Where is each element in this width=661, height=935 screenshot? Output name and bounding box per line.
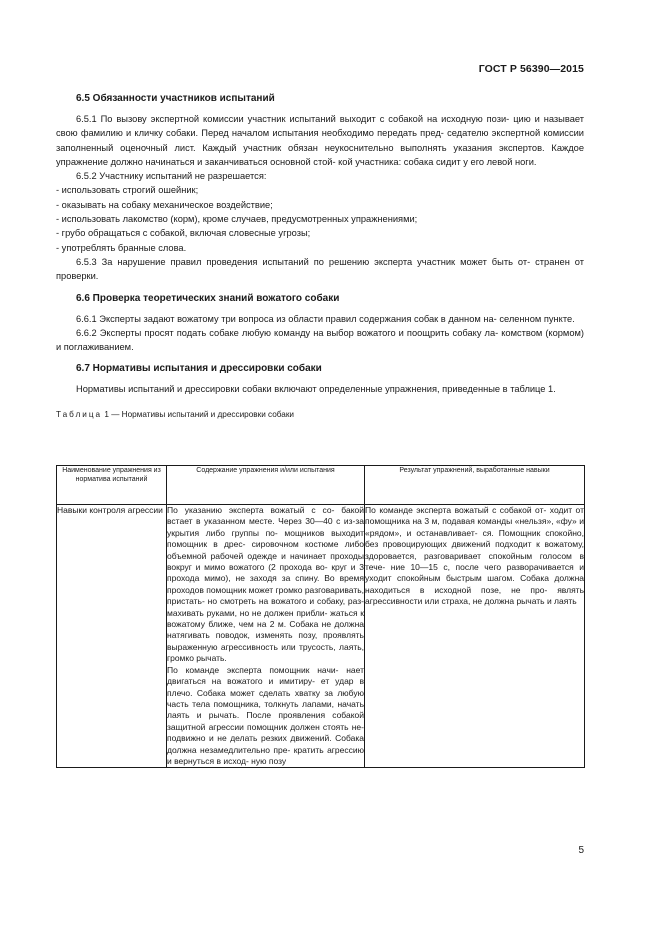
norms-table	[56, 465, 585, 768]
table-header-row	[57, 466, 585, 505]
list-item: - использовать лакомство (корм), кроме случаев, предусмотренных упражнениями;	[56, 214, 418, 225]
cell-exercise-name	[57, 505, 167, 768]
paragraph-6-6-1: 6.6.1 Эксперты задают вожатому три вопроса из области правил содержания собак в данном на- селенном пункте.	[76, 313, 575, 324]
section-title-6-6: 6.6 Проверка теоретических знаний вожатого собаки	[76, 292, 340, 304]
paragraph-6-5-1: 6.5.1 По вызову экспертной комиссии участник испытаний выходит с собакой на исходную пози- цию и называет свою фамилию и кличку собаки. Перед началом испытания необходимо передать пред- седателю экспертной комиссии заполненный оценочный лист. Каждый участник обязан неукоснительно выполнять указания экспертов. Каждое упражнение должно начинаться и заканчиваться основной стой- кой участника: собака сидит у его левой ноги.	[56, 114, 584, 167]
result-text: По команде эксперта вожатый с собакой от- ходит от помощника на 3 м, подавая команды «нельзя», «фу» и «рядом», и останавливает- ся. Помощник спокойно, без провоцирующих движений подходит к вожатому, здоровается, разговаривает спокойным голосом в тече- ние 10—15 с, после чего разворачивается и уходит спокойным быстрым шагом. Собака должна находиться в исходной позе, не про- являть агрессивности или страха, не должна рычать и лаять	[365, 505, 584, 607]
standard-code: ГОСТ Р 56390—2015	[478, 63, 584, 75]
table-row	[57, 505, 585, 768]
content-paragraph: По указанию эксперта вожатый с со- бакой встает в указанном месте. Через 30—40 с из-за укрытия либо группы по- мощников выходит помощник в дрес- сировочном костюме либо объемной рабочей одежде и начинает проходы вокруг и мимо вожатого (2 прохода во- круг и 3 прохода мимо), не заходя за спину. Во время проходов помощник может громко разговаривать, пристать- но смотреть на вожатого и собаку, раз- махивать руками, но не должен прибли- жаться к вожатому ближе, чем на 2 м. Собака не должна натягивать поводок, изменять позу, проявлять выраженную агрессивность или трусость, лаять, громко рычать.	[167, 505, 364, 664]
column-header-content: Содержание упражнения и/или испытания	[167, 466, 365, 505]
list-item: - использовать строгий ошейник;	[56, 185, 199, 196]
content-paragraph: По команде эксперта помощник начи- нает двигаться на вожатого и имитиру- ет удар в плечо. Собака может сделать хватку за любую часть тела помощника, толкнуть лапами, начать лаять и рычать. После проявления собакой защитной агрессии помощник должен стоять не- подвижно и не делать резких движений. Собака должна незамедлительно пре- кратить агрессию и вернуться в исход- ную позу	[167, 664, 364, 766]
paragraph-6-6-2: 6.6.2 Эксперты просят подать собаке любую команду на выбор вожатого и поощрить собаку ла- комством (кормом) и поглаживанием.	[56, 327, 584, 353]
table-caption	[56, 410, 584, 419]
list-item: - оказывать на собаку механическое воздействие;	[56, 199, 273, 210]
section-title-6-7: 6.7 Нормативы испытания и дрессировки собаки	[76, 363, 322, 375]
list-item: - грубо обращаться с собакой, включая словесные угрозы;	[56, 228, 311, 239]
cell-exercise-content	[167, 505, 365, 768]
section-title-6-5: 6.5 Обязанности участников испытаний	[76, 93, 275, 104]
table-caption-text: 1 — Нормативы испытаний и дрессировки собаки	[102, 409, 294, 419]
page-content	[56, 92, 584, 427]
paragraph-6-5-2: 6.5.2 Участнику испытаний не разрешается:	[76, 171, 267, 182]
paragraph-6-5-3: 6.5.3 За нарушение правил проведения испытаний по решению эксперта участник может быть от- странен от проверки.	[56, 256, 584, 282]
list-item: - употреблять бранные слова.	[56, 242, 187, 253]
column-header-name: Наименование упражнения из норматива испытаний	[57, 466, 167, 505]
cell-exercise-result	[365, 505, 585, 768]
paragraph-6-7: Нормативы испытаний и дрессировки собаки включают определенные упражнения, приведенные в таблице 1.	[76, 384, 556, 395]
page-number: 5	[578, 845, 584, 856]
exercise-name: Навыки контроля агрессии	[57, 505, 163, 515]
table-caption-word: Таблица	[56, 409, 103, 419]
column-header-result: Результат упражнений, выработанные навыки	[365, 466, 585, 505]
